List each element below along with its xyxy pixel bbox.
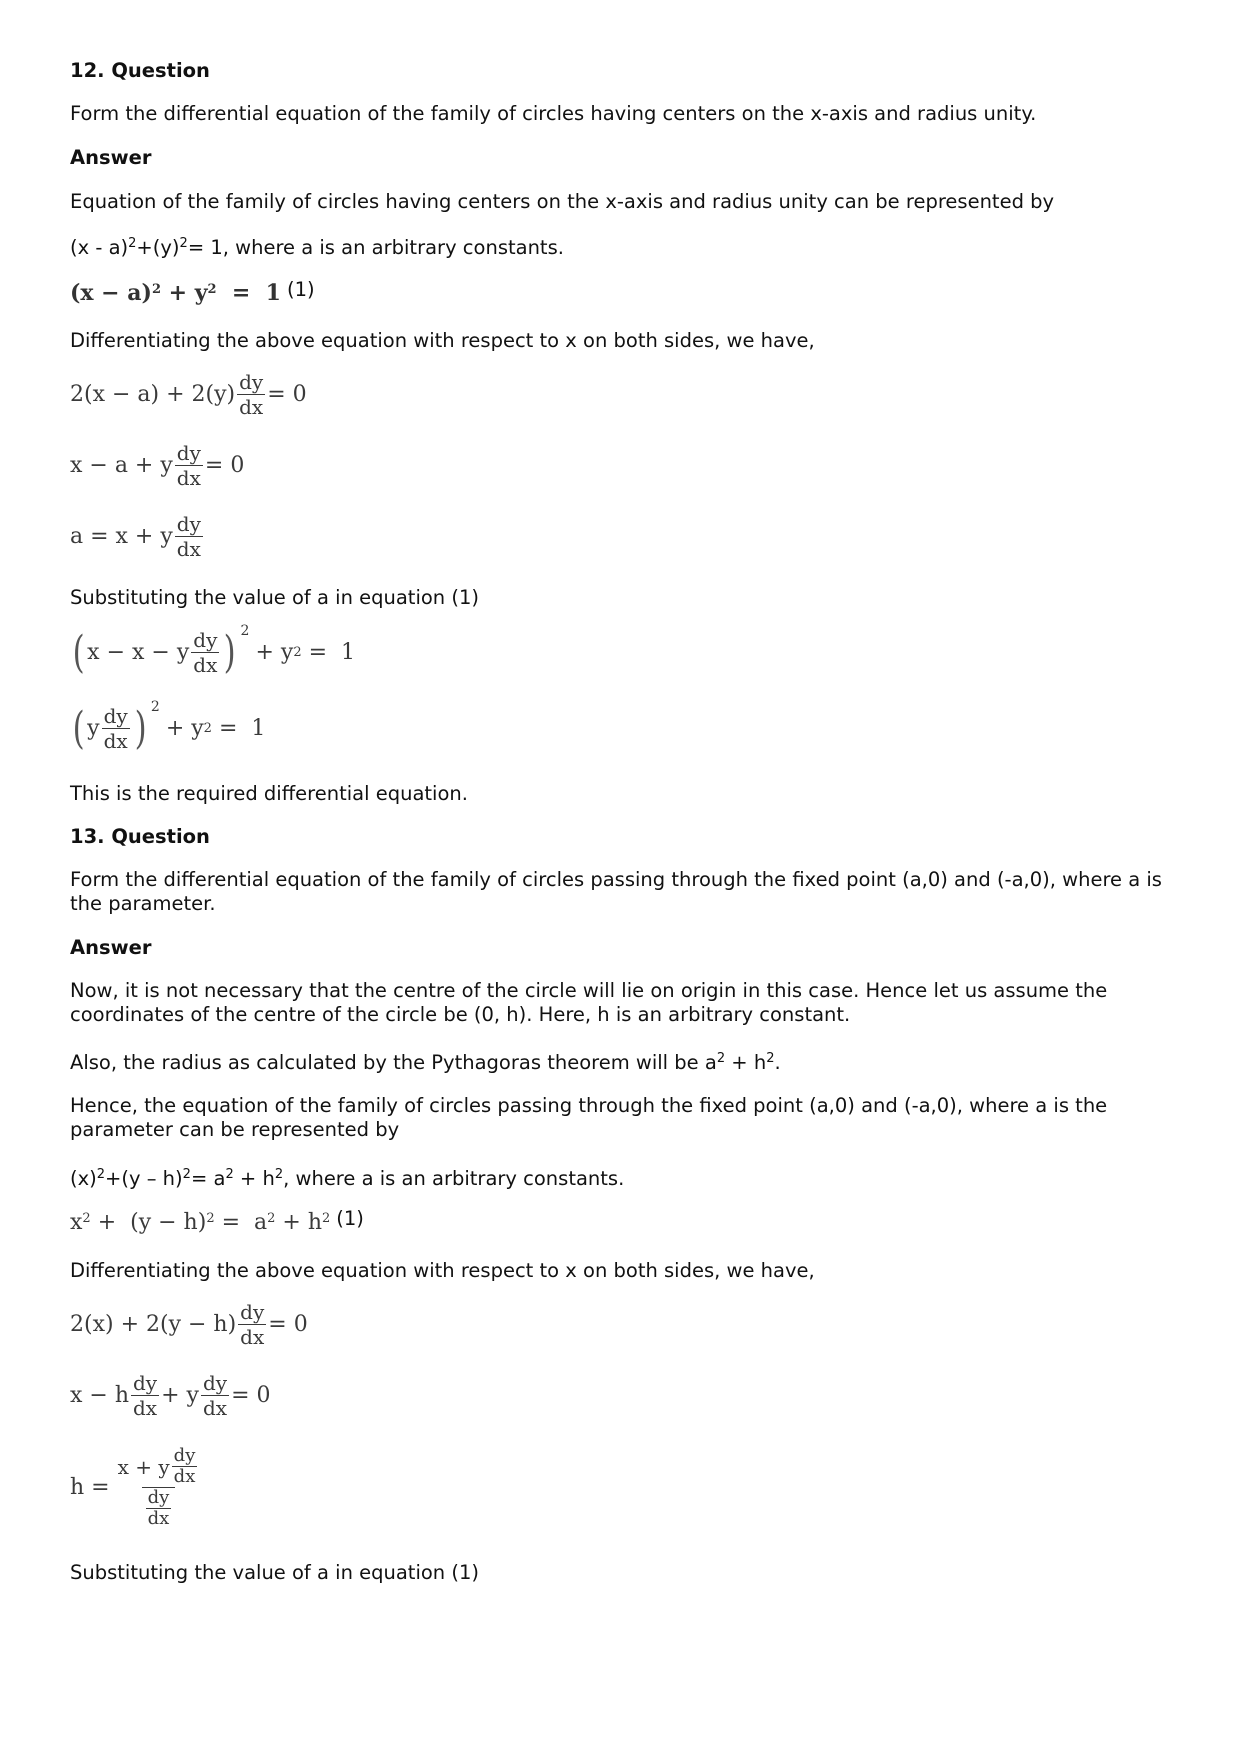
q12-paragraph-3: Differentiating the above equation with respect to x on both sides, we have, <box>70 329 815 352</box>
q13-equation-1: $x^2 + (y - h)^2 = a^2 + h^2$ (1) <box>70 1207 364 1235</box>
q12-paragraph-5: This is the required differential equation. <box>70 782 468 805</box>
q13-paragraph-5: Differentiating the above equation with respect to x on both sides, we have, <box>70 1259 815 1282</box>
q12-equation-4: a = x + y $\frac{dy}{dx}$ <box>70 512 201 561</box>
q13-paragraph-6: Substituting the value of a in equation (1) <box>70 1561 479 1584</box>
q13-paragraph-2: Also, the radius as calculated by the Pythagoras theorem will be $a^2 + h^2$. <box>70 1051 781 1074</box>
q12-equation-3: x − a + y $\frac{dy}{dx}$ = 0 <box>70 441 245 490</box>
q13-paragraph-3: Hence, the equation of the family of circles passing through the fixed point (a,0) and (-a,0), where a is the parameter can be represented by <box>70 1094 1108 1141</box>
q13-question: Form the differential equation of the family of circles passing through the fixed point (a,0) and (-a,0), where a is the parameter. <box>70 868 1162 915</box>
q12-paragraph-4: Substituting the value of a in equation (1) <box>70 586 479 609</box>
q13-paragraph-4: $(x)^2+(y - h)^2= a^2 + h^2$, where a is an arbitrary constants. <box>70 1167 625 1190</box>
q12-question: Form the differential equation of the family of circles having centers on the x-axis and radius unity. <box>70 102 1037 125</box>
q13-paragraph-1: Now, it is not necessary that the centre of the circle will lie on origin in this case. Hence let us assume the coordinates of the centre of the circle be (0, h). Here, h is an arbitrary constant. <box>70 979 1108 1026</box>
q13-eq1-tag: (1) <box>336 1207 364 1230</box>
q12-answer-label: Answer <box>70 146 152 169</box>
q13-heading: 13. Question <box>70 825 210 848</box>
q12-equation-2: 2(x − a) + 2(y) $\frac{dy}{dx}$ = 0 <box>70 370 307 419</box>
q12-equation-1: $(x - a)^2 + y^2 = 1$ (1) <box>70 278 315 306</box>
q12-heading: 12. Question <box>70 59 210 82</box>
q12-paragraph-2: $(x - a)^2+(y)^2= 1$, where a is an arbitrary constants. <box>70 236 564 259</box>
q13-equation-4: h = x + y $\frac{dy}{dx}$ $\frac{dy}{dx}$ <box>70 1445 196 1529</box>
q12-paragraph-1: Equation of the family of circles having centers on the x-axis and radius unity can be represented by <box>70 190 1055 213</box>
q13-equation-3: x − h $\frac{dy}{dx}$ + y $\frac{dy}{dx}$ = 0 <box>70 1371 271 1420</box>
q12-eq1-tag: (1) <box>286 278 315 301</box>
q12-equation-5: ( x − x − y $\frac{dy}{dx}$ ) 2 + y 2 = 1 <box>72 622 356 678</box>
q13-equation-2: 2(x) + 2(y − h) $\frac{dy}{dx}$ = 0 <box>70 1300 308 1349</box>
q12-equation-6: ( y $\frac{dy}{dx}$ ) 2 + y 2 = 1 <box>72 698 266 754</box>
q13-answer-label: Answer <box>70 936 152 959</box>
